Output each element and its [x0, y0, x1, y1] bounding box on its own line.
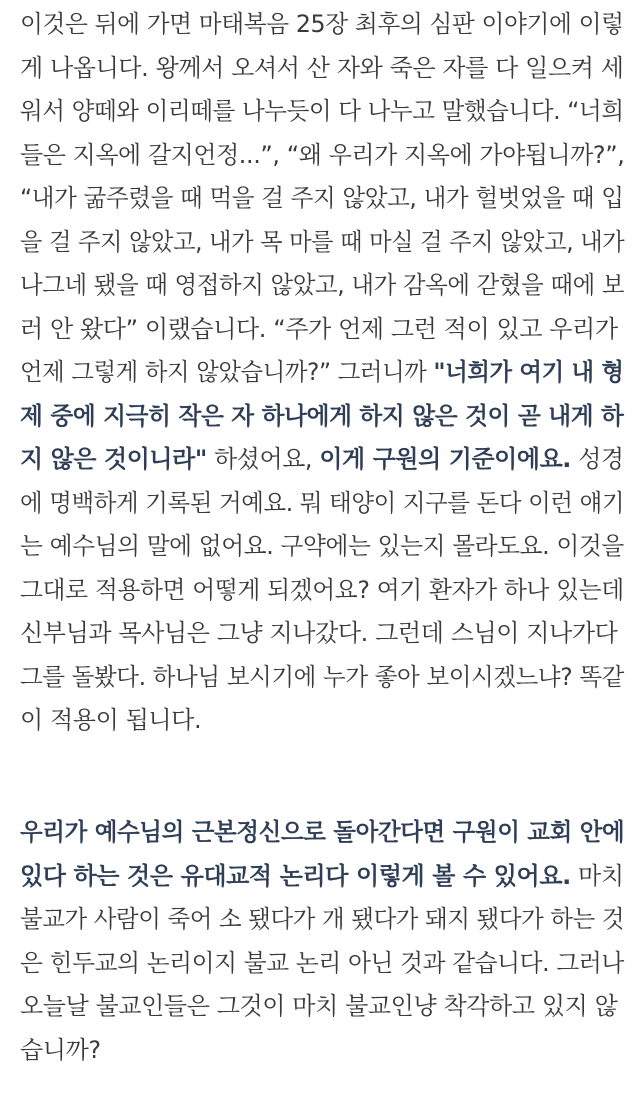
- body-text: 에 명백하게 기록된 거예요. 뭐 태양이 지구를 돈다 이런 얘기: [20, 488, 625, 517]
- body-text: 불교가 사람이 죽어 소 됐다가 개 됐다가 돼지 됐다가 하는 것: [20, 905, 625, 933]
- body-text: 습니까?: [20, 1035, 101, 1064]
- body-text: 신부님과 목사님은 그냥 지나갔다. 그런데 스님이 지나가다: [20, 619, 618, 647]
- body-text: 이 적용이 됩니다.: [20, 706, 202, 734]
- body-text: 러 안 왔다” 이랬습니다. “주가 언제 그런 적이 있고 우리가: [20, 314, 618, 343]
- text-line: [20, 657, 624, 697]
- body-text: 게 나옵니다. 왕께서 오셔서 산 자와 죽은 자를 다 일으켜 세: [20, 53, 624, 82]
- body-text: 는 예수님의 말에 없어요. 구약에는 있는지 몰라도요. 이것을: [20, 532, 624, 560]
- body-text: 이것은 뒤에 가면 마태복음 25장 최후의 심판 이야기에 이렇: [20, 10, 624, 38]
- text-line: [20, 986, 617, 1026]
- text-line: [20, 526, 624, 566]
- text-line: [20, 4, 624, 44]
- text-line: [20, 135, 624, 175]
- body-text: 오늘날 불교인들은 그것이 마치 불교인냥 착각하고 있지 않: [20, 992, 618, 1020]
- emphasized-text: 제 중에 지극히 작은 자 하나에게 하지 않은 것이 곧 내게 하: [20, 401, 624, 430]
- text-line: [20, 309, 618, 349]
- body-text: 성경: [570, 445, 624, 473]
- text-line: [20, 856, 624, 896]
- text-line: [20, 396, 624, 436]
- text-line: [20, 91, 624, 131]
- text-line: [20, 265, 624, 305]
- emphasized-text: 이게 구원의 기준이에요.: [319, 445, 571, 473]
- body-text: 나그네 됐을 때 영접하지 않았고, 내가 감옥에 갇혔을 때에 보: [20, 271, 625, 299]
- body-text: 은 힌두교의 논리이지 불교 논리 아닌 것과 같습니다. 그러나: [20, 948, 624, 977]
- body-text: 을 걸 주지 않았고, 내가 목 마를 때 마실 걸 주지 않았고, 내가: [20, 227, 625, 256]
- text-line: [20, 222, 624, 262]
- text-line: [20, 943, 624, 983]
- text-line: [20, 48, 624, 88]
- body-text: 들은 지옥에 갈지언정...”, “왜 우리가 지옥에 가야됩니까?”,: [20, 140, 625, 169]
- text-line: [20, 439, 624, 479]
- text-line: [20, 178, 624, 218]
- text-line: [20, 613, 617, 653]
- body-text: 언제 그렇게 하지 않았습니까?” 그러니까: [20, 358, 434, 386]
- emphasized-text: "너희가 여기 내 형: [433, 358, 624, 386]
- text-line: [20, 570, 624, 610]
- text-line: [20, 483, 624, 523]
- body-text: 그를 돌봤다. 하나님 보시기에 누가 좋아 보이시겠느냐? 똑같: [20, 662, 624, 691]
- body-text: 워서 양떼와 이리떼를 나누듯이 다 나누고 말했습니다. “너희: [20, 97, 624, 125]
- text-line: [20, 812, 624, 852]
- emphasized-text: 지 않은 것이니라": [20, 445, 207, 473]
- body-text: 마치: [570, 861, 624, 890]
- text-line: [20, 899, 624, 939]
- body-text: 하셨어요,: [206, 445, 320, 473]
- text-line: [20, 352, 624, 392]
- emphasized-text: 우리가 예수님의 근본정신으로 돌아간다면 구원이 교회 안에: [20, 818, 625, 846]
- body-text: “내가 굶주렸을 때 먹을 걸 주지 않았고, 내가 헐벗었을 때 입: [20, 184, 624, 212]
- text-line: [20, 1030, 101, 1070]
- body-text: 그대로 적용하면 어떻게 되겠어요? 여기 환자가 하나 있는데: [20, 575, 624, 604]
- emphasized-text: 있다 하는 것은 유대교적 논리다 이렇게 볼 수 있어요.: [20, 861, 571, 890]
- text-line: [20, 700, 201, 740]
